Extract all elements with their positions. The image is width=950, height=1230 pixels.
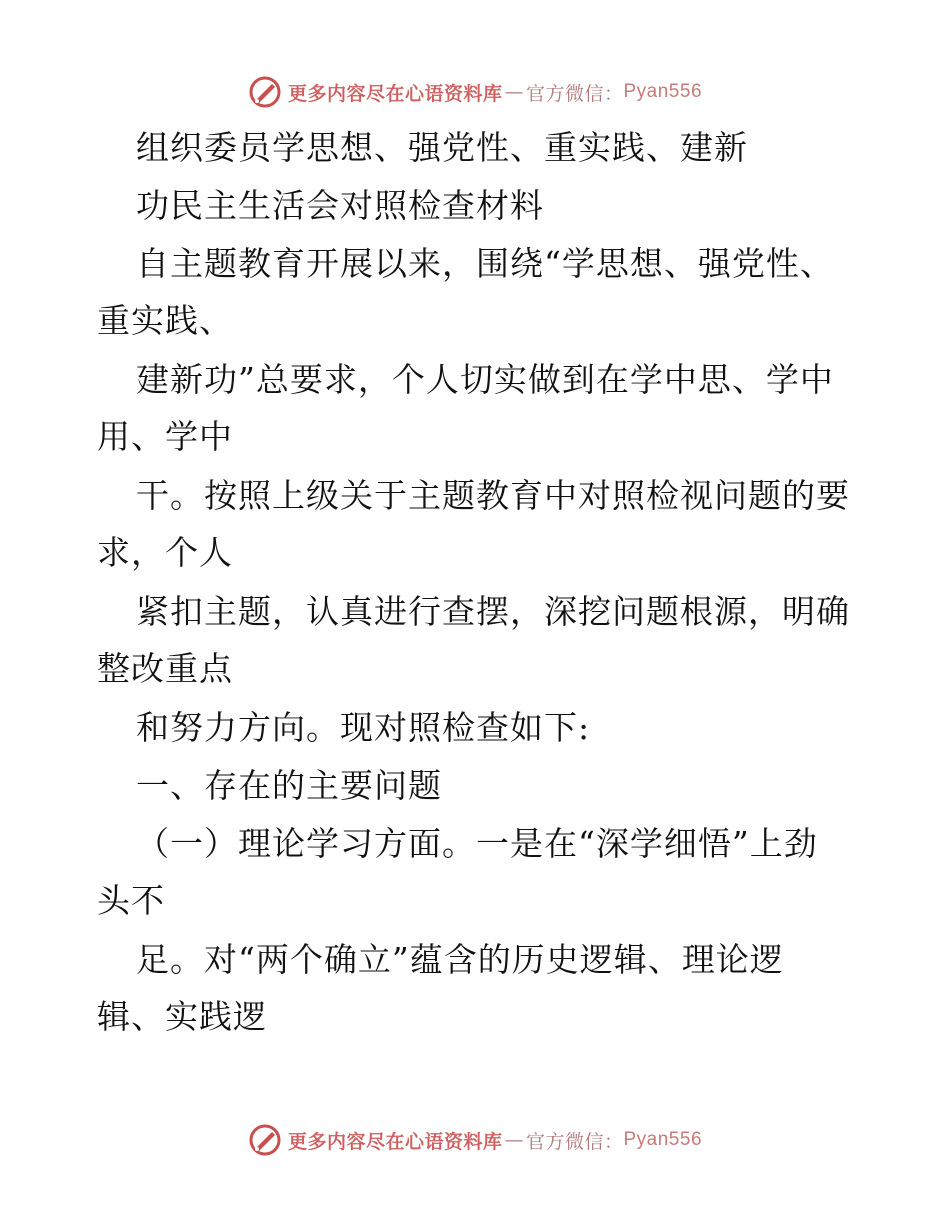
watermark-wechat-id: Pyan556 — [623, 81, 703, 102]
document-line: 辑、实践逻 — [97, 997, 267, 1036]
watermark-main-text: 更多内容尽在心语资料库 — [287, 1130, 503, 1153]
watermark-main-text: 更多内容尽在心语资料库 — [287, 82, 503, 105]
document-line: 建新功”总要求，个人切实做到在学中思、学中 — [136, 360, 834, 399]
document-line: 求，个人 — [97, 533, 233, 572]
footer-watermark — [0, 1120, 950, 1160]
header-watermark — [0, 72, 950, 112]
document-line: （一）理论学习方面。一是在“深学细悟”上劲 — [136, 824, 818, 863]
document-line: 一、存在的主要问题 — [136, 766, 442, 805]
watermark-wechat-id: Pyan556 — [623, 1129, 703, 1150]
document-line: 整改重点 — [97, 649, 233, 688]
watermark-dash: — — [504, 1129, 524, 1151]
document-line: 足。对“两个确立”蕴含的历史逻辑、理论逻 — [136, 940, 784, 979]
document-line: 干。按照上级关于主题教育中对照检视问题的要 — [136, 476, 850, 515]
document-line: 重实践、 — [97, 301, 233, 340]
document-line: 用、学中 — [97, 417, 233, 456]
watermark-sub-text: 官方微信： — [525, 1130, 624, 1153]
pen-logo-icon — [248, 75, 282, 109]
document-line: 紧扣主题，认真进行查摆，深挖问题根源，明确 — [136, 592, 850, 631]
pen-logo-icon — [248, 1123, 282, 1157]
watermark-dash: — — [504, 81, 524, 103]
document-line: 功民主生活会对照检查材料 — [136, 186, 544, 225]
document-line: 组织委员学思想、强党性、重实践、建新 — [136, 128, 748, 167]
watermark-sub-text: 官方微信： — [525, 82, 624, 105]
document-line: 自主题教育开展以来，围绕“学思想、强党性、 — [136, 244, 834, 283]
document-line: 头不 — [97, 881, 165, 920]
document-line: 和努力方向。现对照检查如下: — [136, 708, 591, 747]
